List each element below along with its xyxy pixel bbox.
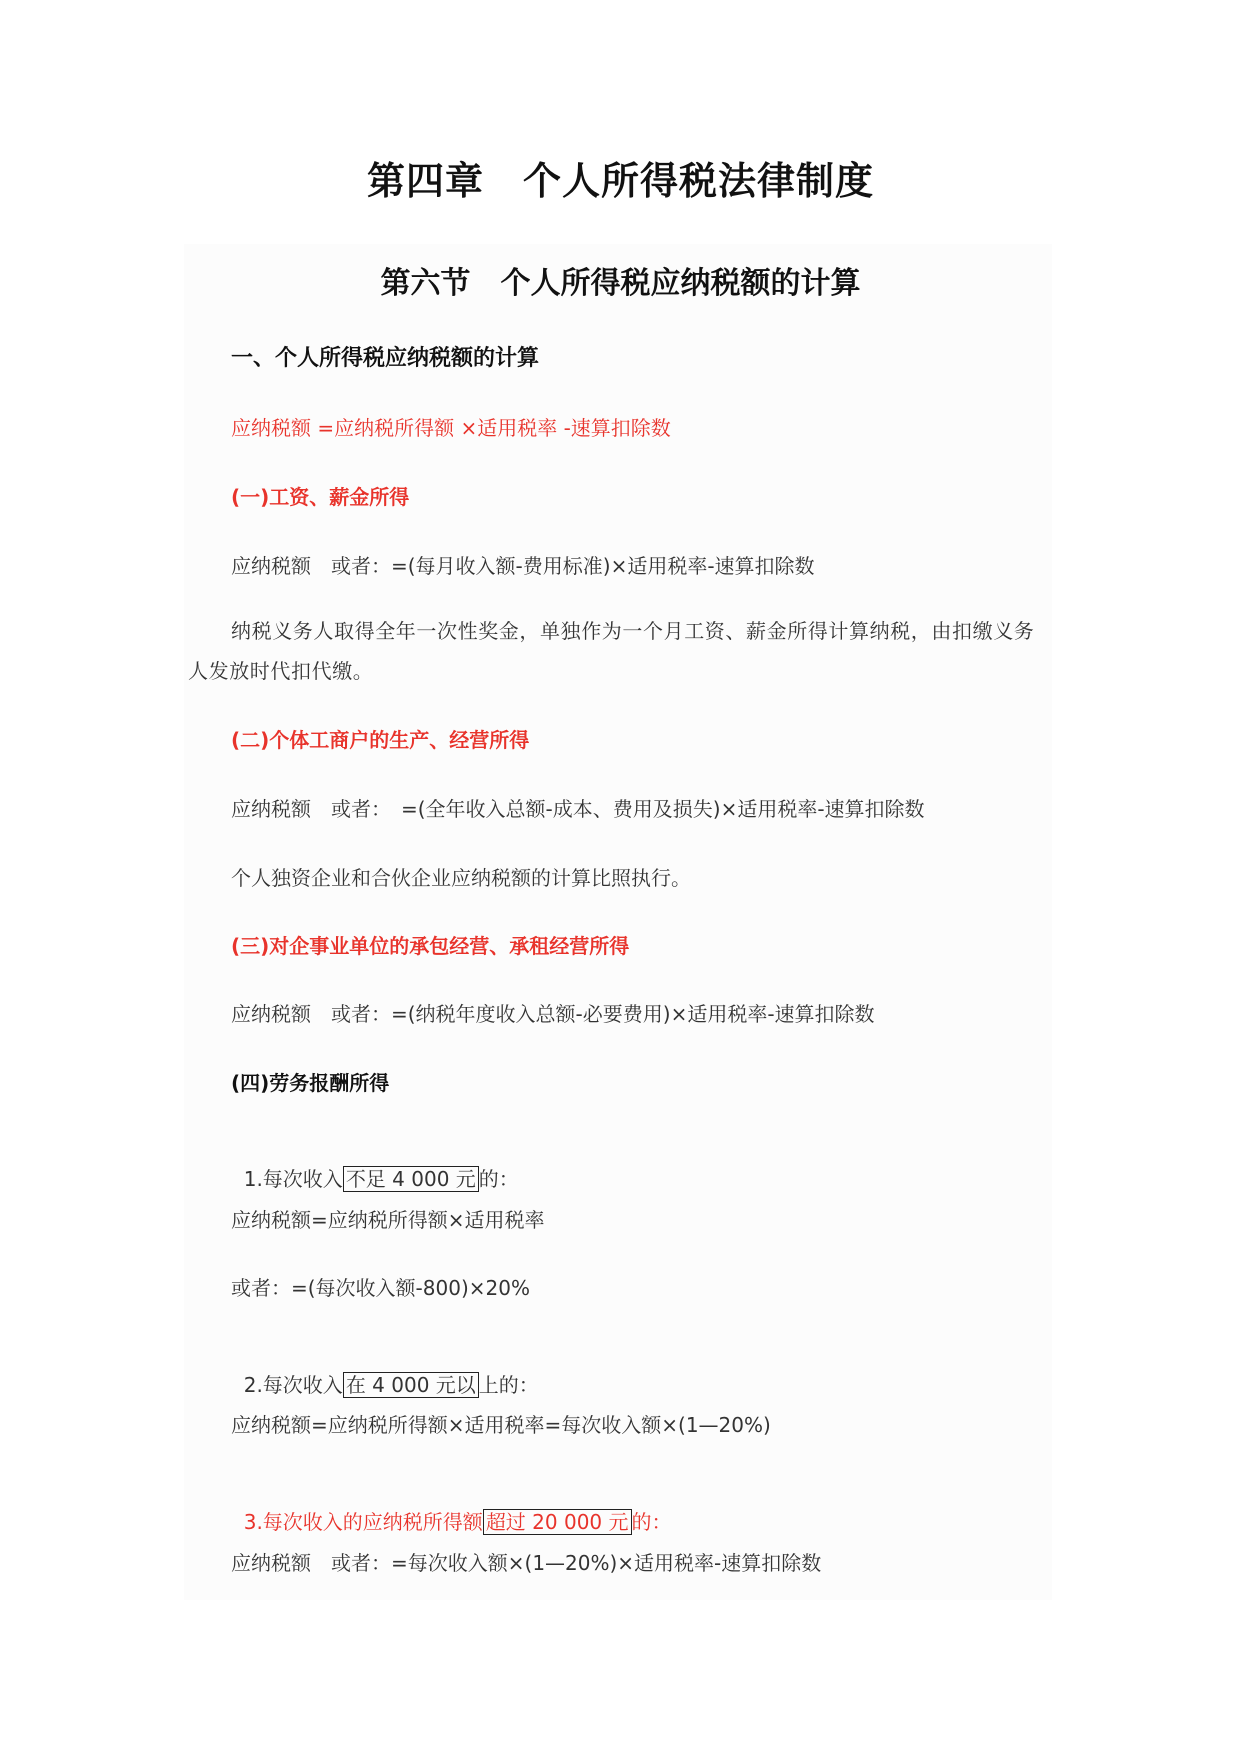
section-title: 第六节 个人所得税应纳税额的计算: [380, 266, 861, 301]
labor-item-3-suffix: 的：: [631, 1510, 672, 1534]
note-bonus: 纳税义务人取得全年一次性奖金，单独作为一个月工资、薪金所得计算纳税，由扣缴义务人发放时代扣代缴。: [188, 619, 1035, 683]
subheading-contract: (三)对企事业单位的承包经营、承租经营所得: [231, 934, 630, 958]
subheading-business: (二)个体工商户的生产、经营所得: [231, 728, 530, 752]
chapter-title: 第四章 个人所得税法律制度: [366, 159, 874, 203]
formula-contract: 应纳税额 或者：=(纳税年度收入总额-必要费用)×适用税率-速算扣除数: [231, 1002, 875, 1026]
labor-item-2-suffix: 上的：: [478, 1373, 539, 1397]
labor-item-2: [231, 1343, 539, 1399]
labor-item-2-boxed: 在 4 000 元以: [343, 1372, 479, 1398]
labor-item-1-boxed: 不足 4 000 元: [343, 1166, 479, 1192]
labor-item-3-formula: 应纳税额 或者：=每次收入额×(1—20%)×适用税率-速算扣除数: [231, 1551, 822, 1575]
labor-item-2-formula: 应纳税额=应纳税所得额×适用税率=每次收入额×(1—20%): [231, 1413, 771, 1437]
subheading-labor: (四)劳务报酬所得: [231, 1071, 390, 1095]
labor-item-3: [231, 1480, 672, 1536]
formula-wages: 应纳税额 或者：=(每月收入额-费用标准)×适用税率-速算扣除数: [231, 554, 815, 578]
labor-item-1: [231, 1137, 519, 1193]
labor-item-3-prefix: 3.每次收入的应纳税所得额: [243, 1510, 483, 1534]
subheading-wages: (一)工资、薪金所得: [231, 485, 410, 509]
labor-item-2-prefix: 2.每次收入: [243, 1373, 343, 1397]
formula-business: 应纳税额 或者： =(全年收入总额-成本、费用及损失)×适用税率-速算扣除数: [231, 797, 925, 821]
labor-item-1-formula-b: 或者：=(每次收入额-800)×20%: [231, 1276, 530, 1300]
labor-item-3-boxed: 超过 20 000 元: [483, 1509, 632, 1535]
labor-item-1-formula-a: 应纳税额=应纳税所得额×适用税率: [231, 1208, 545, 1232]
labor-item-1-suffix: 的：: [478, 1167, 519, 1191]
general-formula: 应纳税额 =应纳税所得额 ×适用税率 -速算扣除数: [231, 416, 671, 440]
heading-calculation: 一、个人所得税应纳税额的计算: [231, 346, 540, 371]
note-partnership: 个人独资企业和合伙企业应纳税额的计算比照执行。: [231, 866, 691, 890]
labor-item-1-prefix: 1.每次收入: [243, 1167, 343, 1191]
